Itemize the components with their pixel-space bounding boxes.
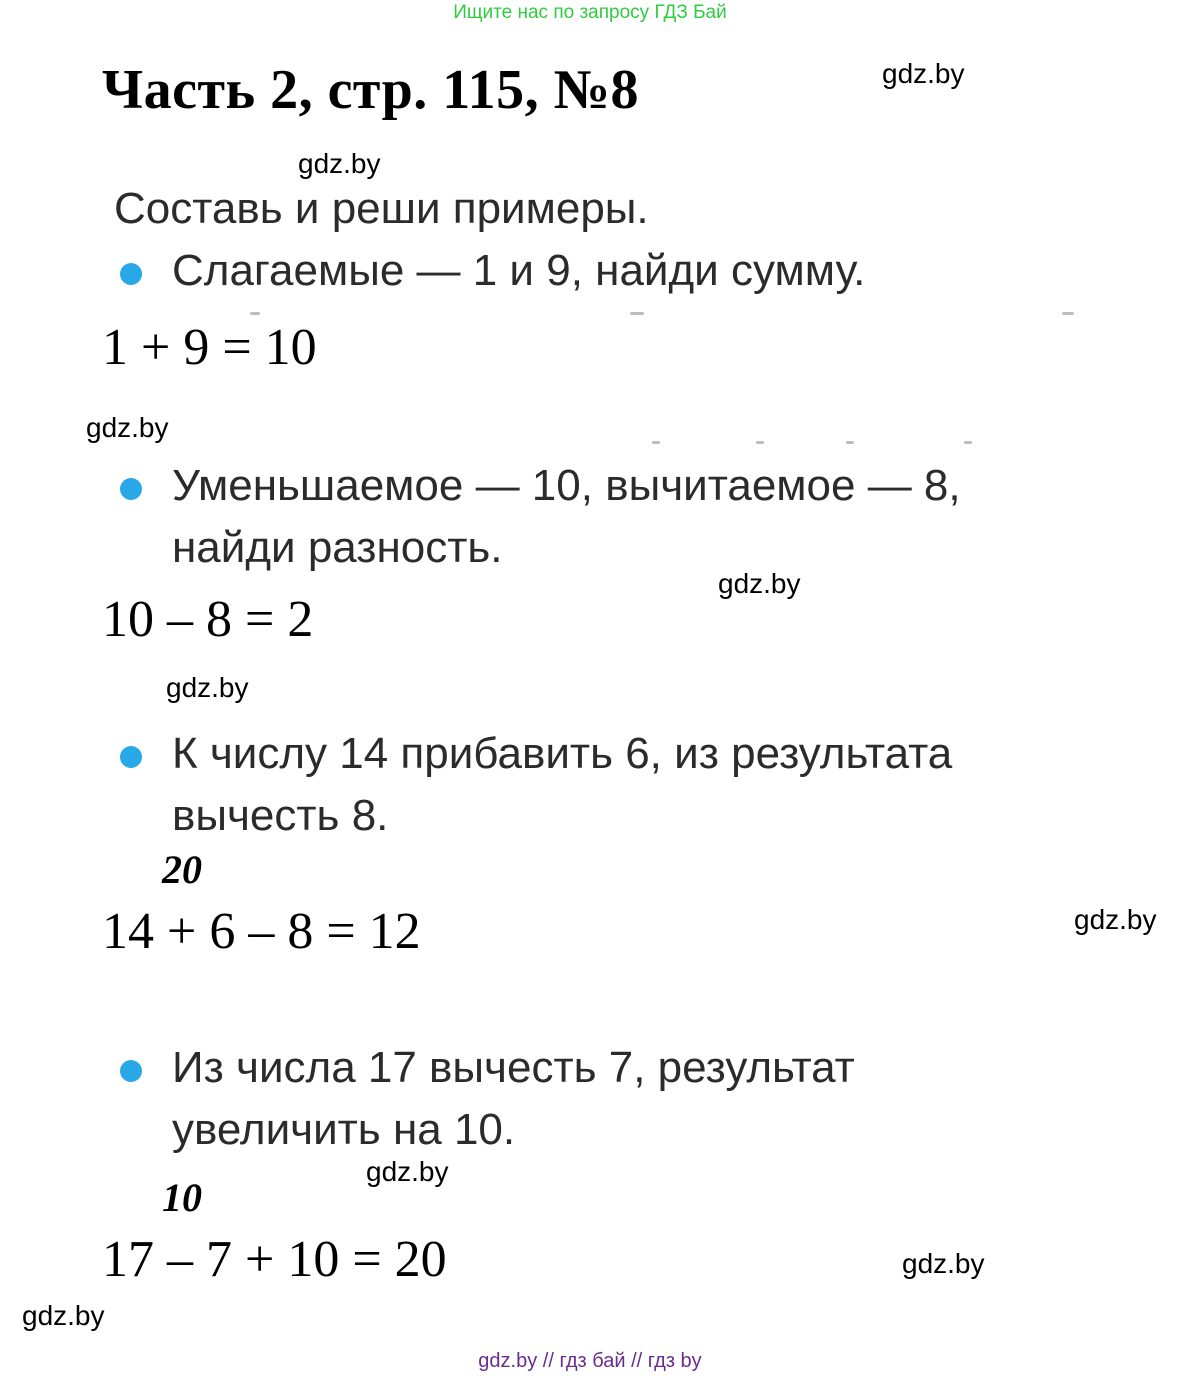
scan-artifact [1062,312,1074,315]
footer-links[interactable]: gdz.by // гдз бай // гдз by [478,1350,702,1372]
task-3-text-line-1: К числу 14 прибавить 6, из результата [172,729,953,778]
task-4-answer: 17 – 7 + 10 = 20 [102,1231,447,1288]
task-3-text-line-2: вычесть 8. [172,791,389,840]
page-title: Часть 2, стр. 115, №8 [102,59,639,121]
scan-artifact [964,441,972,444]
watermark: gdz.by [166,672,249,703]
bullet-dot-icon [120,263,142,285]
task-3-intermediate-result: 20 [162,847,202,892]
watermark: gdz.by [86,412,169,443]
task-3-answer: 14 + 6 – 8 = 12 [102,903,421,960]
scan-artifact [756,441,764,444]
top-banner[interactable]: Ищите нас по запросу ГДЗ Бай [453,2,727,23]
task-2-answer: 10 – 8 = 2 [102,591,314,648]
scan-artifact [846,441,854,444]
bullet-dot-icon [120,1060,142,1082]
bullet-dot-icon [120,746,142,768]
bullet-dot-icon [120,478,142,500]
watermark: gdz.by [1074,904,1157,935]
task-2-text-line-1: Уменьшаемое — 10, вычитаемое — 8, [172,461,961,510]
task-4-text-line-2: увеличить на 10. [172,1105,516,1154]
watermark: gdz.by [366,1156,449,1187]
scan-artifact [250,312,260,315]
watermark: gdz.by [882,58,965,89]
scan-artifact [630,312,644,315]
task-intro: Составь и реши примеры. [114,184,649,233]
task-1-answer: 1 + 9 = 10 [102,319,317,376]
watermark: gdz.by [298,148,381,179]
watermark: gdz.by [22,1300,105,1331]
task-2-text-line-2: найди разность. [172,523,503,572]
watermark: gdz.by [718,568,801,599]
task-4-intermediate-result: 10 [162,1175,202,1220]
watermark: gdz.by [902,1248,985,1279]
task-4-text-line-1: Из числа 17 вычесть 7, результат [172,1043,855,1092]
task-1-text: Слагаемые — 1 и 9, найди сумму. [172,246,866,295]
scan-artifact [652,441,660,444]
